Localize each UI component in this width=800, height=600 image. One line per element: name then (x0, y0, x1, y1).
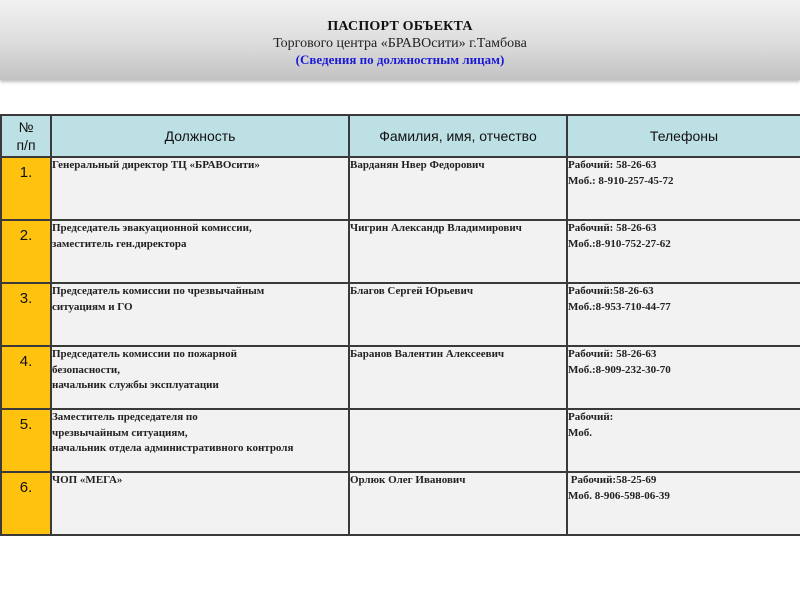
position-line: безопасности, (52, 363, 121, 376)
row-number: 4. (19, 353, 33, 370)
row-number: 1. (19, 164, 33, 181)
table-header-row (1, 115, 800, 157)
phones-cell (567, 346, 800, 409)
position-cell (51, 472, 349, 535)
table-row (1, 472, 800, 535)
mobile-phone: Моб. (568, 426, 592, 439)
position-cell (51, 409, 349, 472)
column-header-position: Должность (51, 115, 349, 157)
work-phone: Рабочий: 58-26-63 (568, 222, 657, 234)
table-row (1, 409, 800, 472)
work-phone: Рабочий: 58-26-63 (568, 159, 657, 171)
table-row (1, 346, 800, 409)
document-title: ПАСПОРТ ОБЪЕКТА (327, 19, 473, 34)
row-number-cell (1, 472, 51, 535)
document-subtitle: Торгового центра «БРАВОсити» г.Тамбова (273, 36, 527, 51)
row-number: 6. (19, 479, 33, 496)
position-line: Генеральный директор ТЦ «БРАВОсити» (52, 159, 260, 171)
column-header-number-line1: № (18, 119, 34, 135)
row-number-cell (1, 409, 51, 472)
row-number-cell (1, 283, 51, 346)
person-name: Баранов Валентин Алексеевич (350, 348, 505, 360)
row-number-cell (1, 157, 51, 220)
mobile-phone: Моб.:8-909-232-30-70 (568, 363, 671, 376)
position-line: заместитель ген.директора (52, 237, 187, 250)
column-header-number (1, 115, 51, 157)
person-name: Благов Сергей Юрьевич (350, 285, 474, 297)
position-line: Заместитель председателя по (52, 411, 198, 423)
phones-cell (567, 283, 800, 346)
name-cell (349, 220, 567, 283)
row-number: 5. (19, 416, 33, 433)
row-number: 2. (19, 227, 33, 244)
phones-cell (567, 472, 800, 535)
phones-cell (567, 409, 800, 472)
position-line: Председатель эвакуационной комиссии, (52, 222, 252, 234)
position-line: начальник отдела административного контроля (52, 442, 294, 454)
phones-cell (567, 157, 800, 220)
column-header-name: Фамилия, имя, отчество (349, 115, 567, 157)
work-phone: Рабочий: 58-26-63 (568, 348, 657, 360)
row-number-cell (1, 220, 51, 283)
officials-table (0, 114, 800, 536)
table-row (1, 157, 800, 220)
position-cell (51, 283, 349, 346)
work-phone: Рабочий:58-25-69 (568, 474, 657, 486)
table-row (1, 220, 800, 283)
column-header-number-line2: п/п (16, 137, 36, 153)
position-line: ситуациям и ГО (52, 300, 133, 313)
name-cell (349, 472, 567, 535)
work-phone: Рабочий:58-26-63 (568, 285, 654, 297)
position-line: Председатель комиссии по чрезвычайным (52, 285, 265, 297)
position-cell (51, 157, 349, 220)
table-body (1, 157, 800, 535)
row-number-cell (1, 346, 51, 409)
person-name: Варданян Нвер Федорович (350, 159, 485, 171)
name-cell (349, 283, 567, 346)
phones-cell (567, 220, 800, 283)
position-line: начальник службы эксплуатации (52, 379, 219, 391)
position-line: чрезвычайным ситуациям, (52, 426, 188, 439)
position-line: ЧОП «МЕГА» (52, 474, 123, 486)
column-header-phones: Телефоны (567, 115, 800, 157)
mobile-phone: Моб. 8-906-598-06-39 (568, 489, 670, 502)
section-title: (Сведения по должностным лицам) (295, 52, 505, 67)
name-cell (349, 409, 567, 472)
mobile-phone: Моб.:8-953-710-44-77 (568, 300, 671, 313)
work-phone: Рабочий: (568, 411, 614, 423)
person-name: Чигрин Александр Владимирович (350, 222, 522, 234)
title-banner (0, 0, 800, 80)
position-cell (51, 220, 349, 283)
mobile-phone: Моб.:8-910-752-27-62 (568, 237, 671, 250)
name-cell (349, 157, 567, 220)
mobile-phone: Моб.: 8-910-257-45-72 (568, 174, 674, 187)
person-name: Орлюк Олег Иванович (350, 474, 466, 486)
table-row (1, 283, 800, 346)
position-line: Председатель комиссии по пожарной (52, 348, 237, 360)
row-number: 3. (19, 290, 33, 307)
name-cell (349, 346, 567, 409)
position-cell (51, 346, 349, 409)
